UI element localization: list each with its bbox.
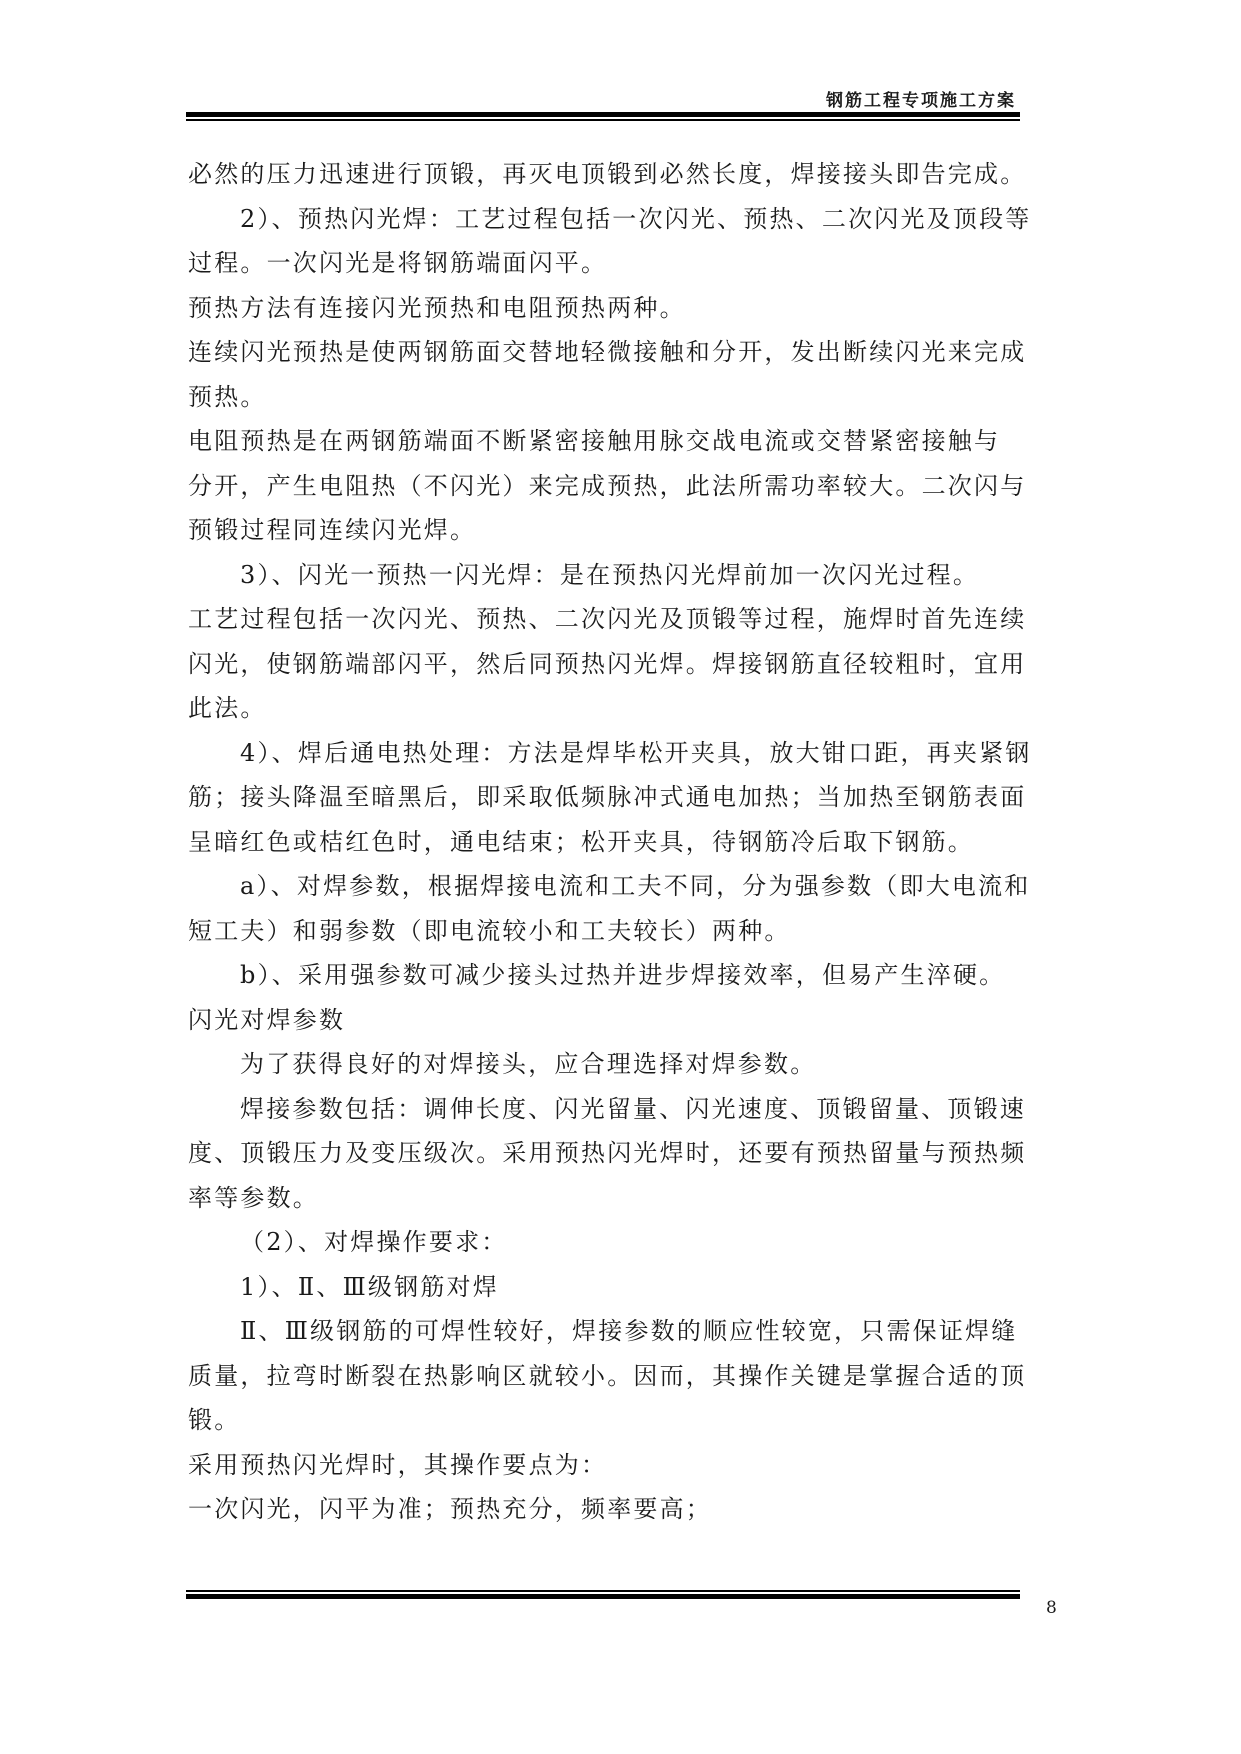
text-line: 电阻预热是在两钢筋端面不断紧密接触用脉交战电流或交替紧密接触与 — [188, 427, 1001, 455]
body-text — [188, 152, 1050, 1532]
text-line: 2）、预热闪光焊：工艺过程包括一次闪光、预热、二次闪光及顶段等 — [240, 204, 1032, 233]
text-line: 分开，产生电阻热（不闪光）来完成预热，此法所需功率较大。二次闪与 — [188, 471, 1027, 500]
text-line: Ⅱ、Ⅲ级钢筋的可焊性较好，焊接参数的顺应性较宽，只需保证焊缝 — [240, 1317, 1018, 1345]
text-line: 短工夫）和弱参数（即电流较小和工夫较长）两种。 — [188, 916, 791, 945]
text-line: b）、采用强参数可减少接头过热并进步焊接效率，但易产生淬硬。 — [240, 961, 1006, 989]
text-line: 此法。 — [188, 694, 267, 722]
text-line: 连续闪光预热是使两钢筋面交替地轻微接触和分开，发出断续闪光来完成 — [188, 338, 1027, 366]
text-line: 闪光，使钢筋端部闪平，然后同预热闪光焊。焊接钢筋直径较粗时，宜用 — [188, 649, 1027, 678]
text-line: 过程。一次闪光是将钢筋端面闪平。 — [188, 249, 608, 277]
text-line: 预热方法有连接闪光预热和电阻预热两种。 — [188, 293, 686, 322]
text-line: 呈暗红色或桔红色时，通电结束；松开夹具，待钢筋冷后取下钢筋。 — [188, 827, 974, 856]
text-line: 1）、Ⅱ、Ⅲ级钢筋对焊 — [240, 1272, 499, 1301]
text-line: 工艺过程包括一次闪光、预热、二次闪光及顶锻等过程，施焊时首先连续 — [188, 605, 1027, 633]
text-line: 质量，拉弯时断裂在热影响区就较小。因而，其操作关键是掌握合适的顶 — [188, 1361, 1027, 1390]
text-line: 预热。 — [188, 382, 267, 411]
text-line: 筋；接头降温至暗黑后，即采取低频脉冲式通电加热；当加热至钢筋表面 — [188, 783, 1027, 811]
footer-rule-thin — [186, 1590, 1020, 1592]
footer-rule-thick — [186, 1594, 1020, 1599]
text-line: 3）、闪光一预热一闪光焊：是在预热闪光焊前加一次闪光过程。 — [240, 560, 980, 589]
text-line: 4）、焊后通电热处理：方法是焊毕松开夹具，放大钳口距，再夹紧钢 — [240, 738, 1032, 767]
text-line: 锻。 — [188, 1406, 241, 1434]
text-line: 预锻过程同连续闪光焊。 — [188, 516, 477, 544]
text-line: 闪光对焊参数 — [188, 1005, 346, 1034]
text-line: 率等参数。 — [188, 1183, 319, 1212]
text-line: 必然的压力迅速进行顶锻，再灭电顶锻到必然长度，焊接接头即告完成。 — [188, 160, 1027, 188]
header-rule-thick — [186, 112, 1020, 117]
text-line: 采用预热闪光焊时，其操作要点为： — [188, 1450, 608, 1479]
page-number: 8 — [1046, 1598, 1057, 1618]
text-line: 度、顶锻压力及变压级次。采用预热闪光焊时，还要有预热留量与预热频 — [188, 1139, 1027, 1167]
text-line: a）、对焊参数，根据焊接电流和工夫不同，分为强参数（即大电流和 — [240, 872, 1031, 900]
text-line: 焊接参数包括：调伸长度、闪光留量、闪光速度、顶锻留量、顶锻速 — [240, 1094, 1026, 1123]
text-line: 为了获得良好的对焊接头，应合理选择对焊参数。 — [240, 1050, 817, 1078]
text-line: （2）、对焊操作要求： — [240, 1228, 508, 1256]
document-title: 钢筋工程专项施工方案 — [826, 91, 1016, 111]
text-line: 一次闪光，闪平为准；预热充分，频率要高； — [188, 1495, 712, 1523]
header-rule-thin — [186, 119, 1020, 121]
